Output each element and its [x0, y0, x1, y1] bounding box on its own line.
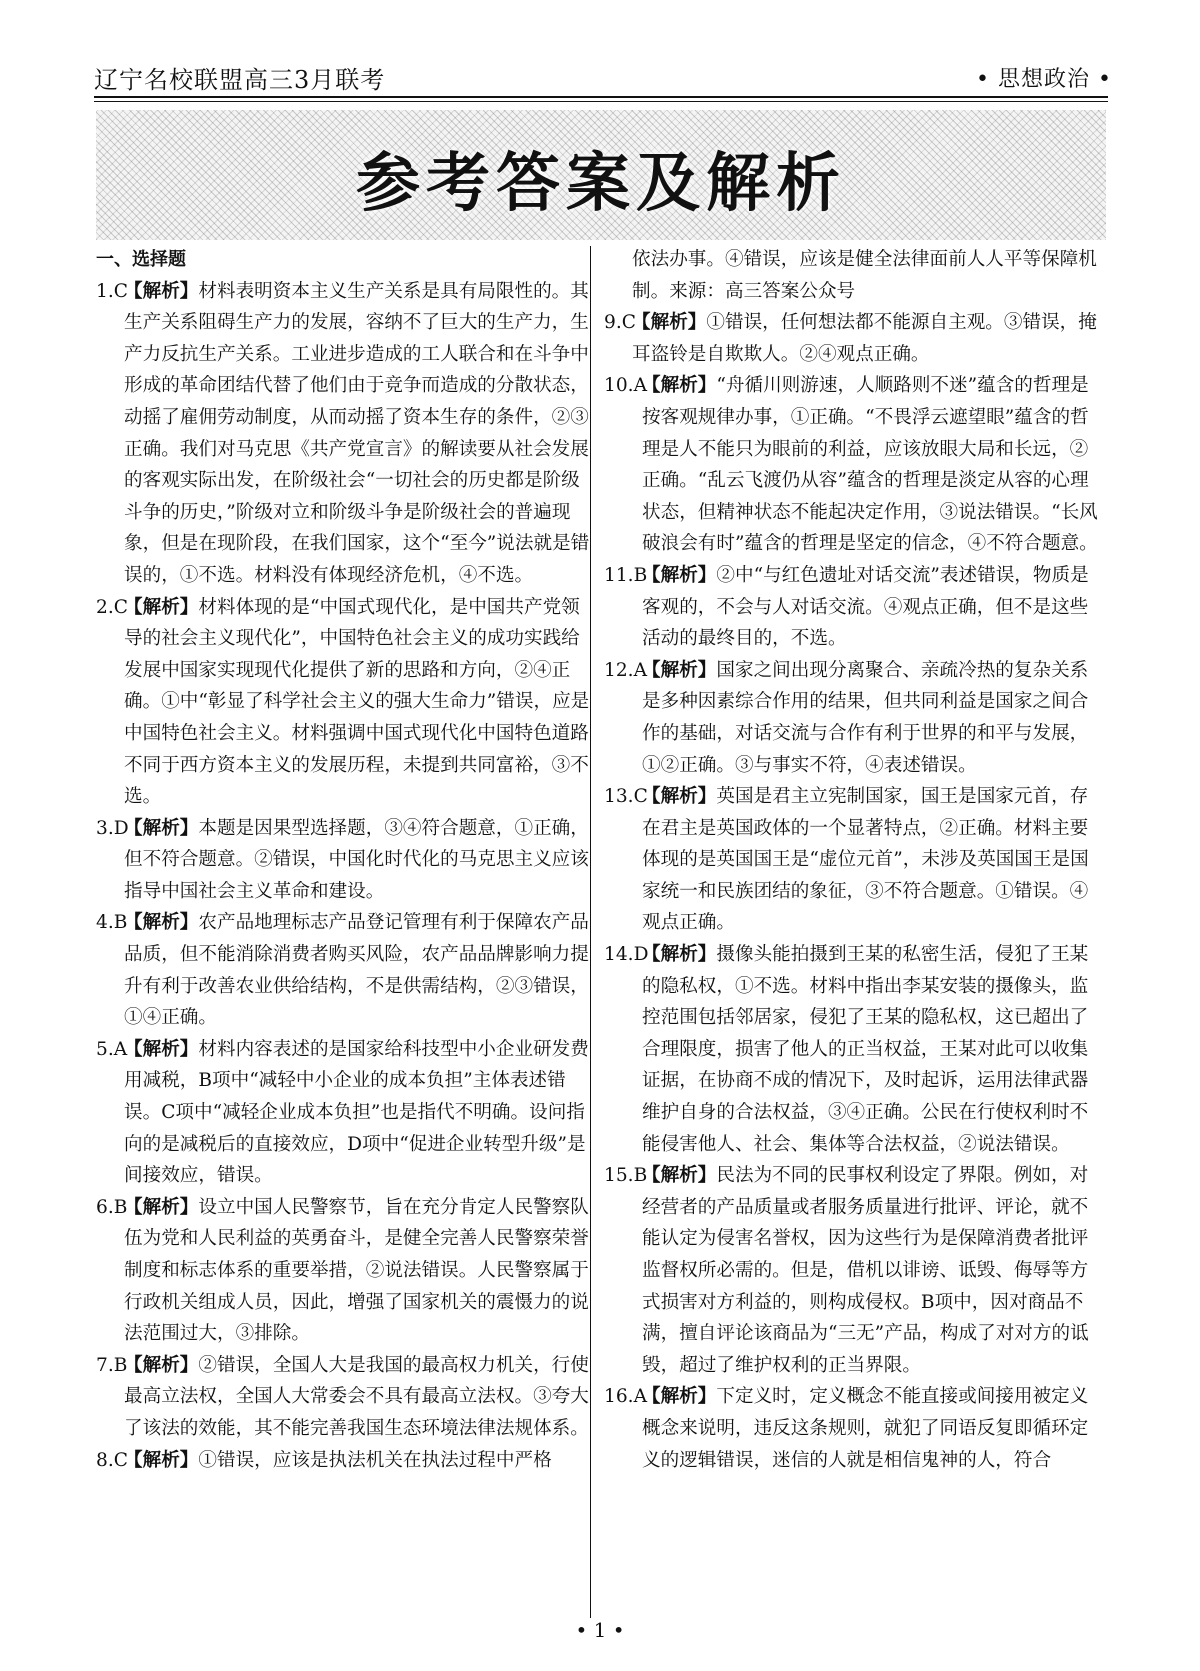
analysis-text: 材料体现的是“中国式现代化，是中国共产党领导的社会主义现代化”，中国特色社会主义的成功实践给发展中国家实现现代化提供了新的思路和方向，②④正确。①中“彰显了科学社会主义的强大生命力”错误，应是中国特色社会主义。材料强调中国式现代化中国特色道路不同于西方资本主义的发展历程，未提到共同富裕，③不选。: [124, 596, 590, 808]
answer-number: 4.B: [96, 912, 128, 934]
analysis-tag: 【解析】: [124, 1196, 199, 1218]
answer-item: [604, 781, 1104, 939]
analysis-tag: 【解析】: [642, 375, 717, 397]
answer-item: [604, 1381, 1104, 1476]
answer-item: [96, 1350, 596, 1445]
analysis-tag: 【解析】: [632, 312, 707, 334]
header-rule: [94, 96, 1108, 98]
left-column: [96, 244, 596, 1476]
exam-title: 辽宁名校联盟高三3月联考: [94, 66, 386, 94]
title-banner: [96, 110, 1106, 240]
answer-number: 6.B: [96, 1196, 128, 1218]
answer-number: 9.C: [604, 312, 636, 334]
answer-item: [604, 655, 1104, 781]
answer-number: 7.B: [96, 1354, 128, 1376]
header-rule-thin: [94, 101, 1108, 102]
analysis-text: ①错误，应该是执法机关在执法过程中严格: [198, 1449, 552, 1471]
answer-item: [96, 1192, 596, 1350]
answer-number: 11.B: [604, 564, 648, 586]
analysis-tag: 【解析】: [642, 1165, 717, 1187]
subject-label: • 思想政治 •: [976, 67, 1112, 92]
right-column: [604, 244, 1104, 1476]
analysis-tag: 【解析】: [124, 596, 199, 618]
analysis-text: 下定义时，定义概念不能直接或间接用被定义概念来说明，违反这条规则，就犯了同语反复即循环定义的逻辑错误，迷信的人就是相信鬼神的人，符合: [642, 1386, 1089, 1471]
answer-item: [96, 1445, 596, 1477]
analysis-tag: 【解析】: [642, 786, 717, 808]
answer-number: 10.A: [604, 375, 647, 397]
answer-item: [604, 307, 1104, 370]
answer-item: [96, 1034, 596, 1192]
analysis-text: “舟循川则游速，人顺路则不迷”蕴含的哲理是按客观规律办事，①正确。“不畏浮云遮望眼”蕴含的哲理是人不能只为眼前的利益，应该放眼大局和长远，②正确。“乱云飞渡仍从容”蕴含的哲理是淡定从容的心理状态，但精神状态不能起决定作用，③说法错误。“长风破浪会有时”蕴含的哲理是坚定的信念，④不符合题意。: [642, 375, 1098, 555]
answer-number: 5.A: [96, 1038, 128, 1060]
answer-item: [96, 276, 596, 592]
answer-number: 15.B: [604, 1165, 648, 1187]
analysis-text: 材料内容表述的是国家给科技型中小企业研发费用减税，B项中“减轻中小企业的成本负担”主体表述错误。C项中“减轻企业成本负担”也是指代不明确。设问指向的是减税后的直接效应，D项中“促进企业转型升级”是间接效应，错误。: [124, 1038, 589, 1187]
answer-number: 8.C: [96, 1449, 128, 1471]
analysis-tag: 【解析】: [124, 817, 199, 839]
answer-number: 2.C: [96, 596, 128, 618]
analysis-text: 英国是君主立宪制国家，国王是国家元首，存在君主是英国政体的一个显著特点，②正确。材料主要体现的是英国国王是“虚位元首”，未涉及英国国王是国家统一和民族团结的象征，③不符合题意。①错误。④观点正确。: [642, 786, 1089, 934]
analysis-text: ②错误，全国人大是我国的最高权力机关，行使最高立法权，全国人大常委会不具有最高立法权。③夸大了该法的效能，其不能完善我国生态环境法律法规体系。: [124, 1354, 589, 1439]
answer-number: 14.D: [604, 944, 649, 966]
continuation-text: [604, 244, 1104, 307]
answer-number: 1.C: [96, 280, 128, 302]
analysis-text: 摄像头能拍摄到王某的私密生活，侵犯了王某的隐私权，①不选。材料中指出李某安装的摄像头，监控范围包括邻居家，侵犯了王某的隐私权，这已超出了合理限度，损害了他人的正当权益，王某对此可以收集证据，在协商不成的情况下，及时起诉，运用法律武器维护自身的合法权益，③④正确。公民在行使权利时不能侵害他人、社会、集体等合法权益，②说法错误。: [642, 944, 1089, 1155]
answer-number: 12.A: [604, 659, 647, 681]
answer-item: [96, 907, 596, 1033]
banner-title: 参考答案及解析: [356, 147, 846, 221]
section-title: 一、选择题: [96, 249, 186, 270]
analysis-text: 国家之间出现分离聚合、亲疏冷热的复杂关系是多种因素综合作用的结果，但共同利益是国家之间合作的基础，对话交流与合作有利于世界的和平与发展，①②正确。③与事实不符，④表述错误。: [642, 659, 1089, 776]
analysis-tag: 【解析】: [124, 1038, 199, 1060]
answer-item: [96, 592, 596, 813]
analysis-tag: 【解析】: [642, 1386, 717, 1408]
answer-item: [604, 939, 1104, 1160]
answer-number: 13.C: [604, 786, 648, 808]
answer-number: 3.D: [96, 817, 129, 839]
analysis-text: 设立中国人民警察节，旨在充分肯定人民警察队伍为党和人民利益的英勇奋斗，是健全完善人民警察荣誉制度和标志体系的重要举措，②说法错误。人民警察属于行政机关组成人员，因此，增强了国家机关的震慑力的说法范围过大，③排除。: [124, 1196, 589, 1345]
analysis-tag: 【解析】: [124, 1449, 199, 1471]
answer-item: [604, 370, 1104, 560]
analysis-tag: 【解析】: [642, 659, 717, 681]
analysis-text: 农产品地理标志产品登记管理有利于保障农产品品质，但不能消除消费者购买风险，农产品品牌影响力提升有利于改善农业供给结构，不是供需结构，②③错误，①④正确。: [124, 912, 589, 1029]
analysis-tag: 【解析】: [124, 1354, 199, 1376]
continuation-body: 依法办事。④错误，应该是健全法律面前人人平等保障机制。: [632, 249, 1097, 302]
analysis-text: 材料表明资本主义生产关系是具有局限性的。其生产关系阻碍生产力的发展，容纳不了巨大的生产力，生产力反抗生产关系。工业进步造成的工人联合和在斗争中形成的革命团结代替了他们由于竞争而造成的分散状态，动摇了雇佣劳动制度，从而动摇了资本生存的条件，②③正确。我们对马克思《共产党宣言》的解读要从社会发展的客观实际出发，在阶级社会“一切社会的历史都是阶级斗争的历史，”阶级对立和阶级斗争是阶级社会的普遍现象，但是在现阶段，在我们国家，这个“至今”说法就是错误的，①不选。材料没有体现经济危机，④不选。: [124, 280, 590, 586]
analysis-tag: 【解析】: [124, 912, 199, 934]
analysis-tag: 【解析】: [124, 280, 199, 302]
answer-item: [604, 560, 1104, 655]
analysis-text: ①错误，任何想法都不能源自主观。③错误，掩耳盗铃是自欺欺人。②④观点正确。: [632, 312, 1097, 365]
answer-item: [604, 1160, 1104, 1381]
page-number: • 1 •: [575, 1618, 625, 1642]
analysis-text: 民法为不同的民事权利设定了界限。例如，对经营者的产品质量或者服务质量进行批评、评论，就不能认定为侵害名誉权，因为这些行为是保障消费者批评监督权所必需的。但是，借机以诽谤、诋毁、侮辱等方式损害对方利益的，则构成侵权。B项中，因对商品不满，擅自评论该商品为“三无”产品，构成了对对方的诋毁，超过了维护权利的正当界限。: [642, 1165, 1089, 1376]
analysis-tag: 【解析】: [642, 944, 717, 966]
analysis-text: ②中“与红色遗址对话交流”表述错误，物质是客观的，不会与人对话交流。④观点正确，但不是这些活动的最终目的，不选。: [642, 564, 1089, 650]
analysis-tag: 【解析】: [642, 564, 717, 586]
answer-item: [96, 813, 596, 908]
source-note: 来源：高三答案公众号: [669, 280, 856, 302]
analysis-text: 本题是因果型选择题，③④符合题意，①正确，但不符合题意。②错误，中国化时代化的马克思主义应该指导中国社会主义革命和建设。: [124, 817, 589, 902]
answer-number: 16.A: [604, 1386, 647, 1408]
